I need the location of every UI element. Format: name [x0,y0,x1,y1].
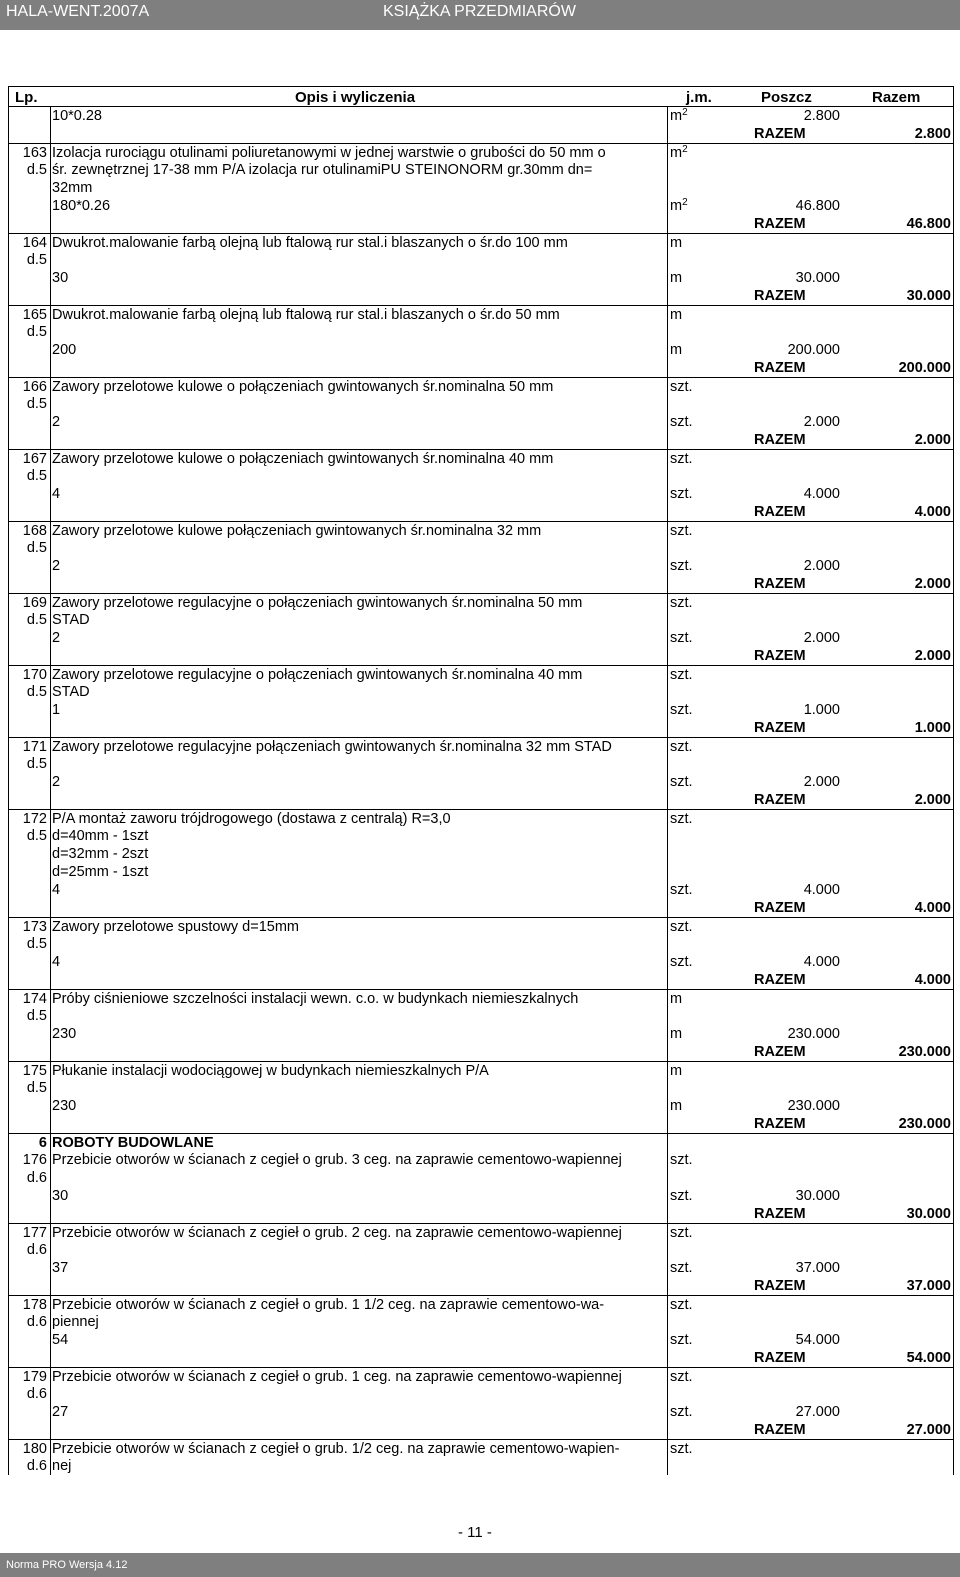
unit: szt. [670,595,693,611]
total-label: RAZEM [754,504,806,520]
calculation-text: 30 [52,270,69,286]
item-description-line [9,809,953,827]
document-footer [0,1553,960,1577]
total-value: 30.000 [906,288,951,304]
item-description-line [9,863,953,881]
calculation-text: 2 [52,774,61,790]
calculation-text: 230 [52,1098,77,1114]
total-label: RAZEM [754,1206,806,1222]
total-row [9,1205,953,1223]
total-label: RAZEM [754,576,806,592]
item-description: Przebicie otworów w ścianach z cegieł o grub. 1 1/2 ceg. na zaprawie cementowo-wa- [52,1297,605,1313]
total-label: RAZEM [754,1278,806,1294]
total-label: RAZEM [754,648,806,664]
calculation-text: 1 [52,702,61,718]
item-description-line [9,683,953,701]
unit: szt. [670,882,693,898]
calculation-row [9,773,953,791]
total-label: RAZEM [754,126,806,142]
partial-value: 27.000 [795,1404,840,1420]
unit: m [670,1063,683,1079]
item-description: Zawory przelotowe spustowy d=15mm [52,919,300,935]
item-code: d.5 [26,396,47,412]
item-number: 164 [22,235,47,251]
unit: szt. [670,1225,693,1241]
total-value: 200.000 [898,360,951,376]
total-value: 2.000 [914,648,951,664]
calculation-row [9,701,953,719]
unit: szt. [670,414,693,430]
calculation-row [9,1025,953,1043]
item-number: 172 [22,811,47,827]
item-description-line [9,161,953,179]
item-description-line [9,521,953,539]
item-number: 170 [22,667,47,683]
calculation-row [9,1097,953,1115]
item-description: Płukanie instalacji wodociągowej w budynkach niemieszkalnych P/A [52,1063,489,1079]
item-description-line [9,593,953,611]
item-description-line [9,1457,953,1475]
item-description: piennej [52,1314,99,1330]
total-value: 4.000 [914,972,951,988]
item-code: d.5 [26,936,47,952]
item-description: Dwukrot.malowanie farbą olejną lub ftalową rur stal.i blaszanych o śr.do 100 mm [52,235,568,251]
document-header [0,0,960,30]
total-row [9,1043,953,1061]
partial-value: 230.000 [787,1026,840,1042]
item-code-line [9,1385,953,1403]
item-code-line [9,755,953,773]
partial-value: 4.000 [803,486,840,502]
column-poszcz: Poszcz [761,89,812,106]
total-value: 2.000 [914,792,951,808]
calculation-row [9,1403,953,1421]
item-code: d.5 [26,1008,47,1024]
calculation-row [9,107,953,125]
item-description-line [9,665,953,683]
total-row [9,1421,953,1439]
calculation-row [9,413,953,431]
item-description: Przebicie otworów w ścianach z cegieł o grub. 2 ceg. na zaprawie cementowo-wapiennej [52,1225,622,1241]
total-row [9,791,953,809]
calculation-row [9,341,953,359]
item-code-line [9,935,953,953]
calculation-text: 27 [52,1404,69,1420]
total-row [9,287,953,305]
partial-value: 30.000 [795,1188,840,1204]
partial-value: 54.000 [795,1332,840,1348]
partial-value: 2.000 [803,558,840,574]
total-value: 37.000 [906,1278,951,1294]
unit: m [670,270,683,286]
item-description: Dwukrot.malowanie farbą olejną lub ftalową rur stal.i blaszanych o śr.do 50 mm [52,307,560,323]
item-code: d.6 [26,1170,47,1186]
software-version: Norma PRO Wersja 4.12 [6,1559,128,1571]
calculation-text: 4 [52,882,61,898]
section-title: ROBOTY BUDOWLANE [52,1135,214,1151]
total-value: 4.000 [914,504,951,520]
calculation-row [9,1187,953,1205]
table-body [8,107,954,1475]
unit: szt. [670,630,693,646]
item-description-line [9,1367,953,1385]
item-description-line [9,989,953,1007]
total-value: 46.800 [906,216,951,232]
item-description-line [9,917,953,935]
calculation-text: 2 [52,630,61,646]
item-code: d.5 [26,540,47,556]
item-description: Zawory przelotowe kulowe połączeniach gwintowanych śr.nominalna 32 mm [52,523,542,539]
unit: m [670,235,683,251]
item-code: d.6 [26,1458,47,1474]
item-description-line [9,845,953,863]
calculation-text: 2 [52,558,61,574]
total-label: RAZEM [754,288,806,304]
unit: $m^2$ [670,144,688,161]
item-number: 173 [22,919,47,935]
item-description-line [9,1439,953,1457]
item-code: d.6 [26,1242,47,1258]
calculation-text: 4 [52,486,61,502]
item-number: 175 [22,1063,47,1079]
page-number: - 11 - [458,1524,492,1541]
total-row [9,125,953,143]
calculation-row [9,953,953,971]
item-description-line [9,449,953,467]
total-row [9,431,953,449]
unit: szt. [670,523,693,539]
partial-value: 30.000 [795,270,840,286]
column-jm: j.m. [686,89,712,106]
item-description: Izolacja rurociągu otulinami poliuretanowymi w jednej warstwie o grubości do 50 mm o [52,145,606,161]
item-description: STAD [52,612,90,628]
item-description-line [9,1151,953,1169]
item-code: d.5 [26,324,47,340]
unit: szt. [670,1152,693,1168]
item-description: Zawory przelotowe regulacyjne o połączeniach gwintowanych śr.nominalna 40 mm [52,667,583,683]
unit: szt. [670,702,693,718]
item-number: 174 [22,991,47,1007]
calculation-row [9,485,953,503]
item-description-line [9,305,953,323]
calculation-text: 30 [52,1188,69,1204]
item-description: Przebicie otworów w ścianach z cegieł o grub. 1 ceg. na zaprawie cementowo-wapiennej [52,1369,622,1385]
item-code-line [9,1241,953,1259]
table-header [8,86,954,107]
partial-value: 2.800 [803,108,840,124]
item-code-line [9,1079,953,1097]
calculation-row [9,629,953,647]
unit: m [670,991,683,1007]
section-row [9,1133,953,1151]
item-description: Zawory przelotowe regulacyjne o połączeniach gwintowanych śr.nominalna 50 mm [52,595,583,611]
item-code-line [9,251,953,269]
item-description: Zawory przelotowe kulowe o połączeniach gwintowanych śr.nominalna 50 mm [52,379,554,395]
item-description-line [9,179,953,197]
calculation-text: 37 [52,1260,69,1276]
item-description-line [9,233,953,251]
unit: m [670,1026,683,1042]
total-label: RAZEM [754,720,806,736]
partial-value: 4.000 [803,954,840,970]
column-lp: Lp. [15,89,38,106]
item-code: d.5 [26,612,47,628]
project-name: HALA-WENT.2007A [6,3,150,20]
section-number: 6 [38,1135,47,1151]
item-code: d.5 [26,468,47,484]
unit: szt. [670,919,693,935]
calculation-row [9,1259,953,1277]
item-code: d.6 [26,1314,47,1330]
unit: m [670,1098,683,1114]
item-description-line [9,611,953,629]
calculation-text: 4 [52,954,61,970]
unit: szt. [670,1188,693,1204]
item-description-line [9,1313,953,1331]
total-row [9,575,953,593]
item-number: 177 [22,1225,47,1241]
item-description-line [9,737,953,755]
calculation-row [9,269,953,287]
item-description: d=25mm - 1szt [52,864,149,880]
item-number: 168 [22,523,47,539]
partial-value: 2.000 [803,414,840,430]
unit: m [670,307,683,323]
item-description: STAD [52,684,90,700]
item-description: Zawory przelotowe regulacyjne połączeniach gwintowanych śr.nominalna 32 mm STAD [52,739,612,755]
item-code: d.5 [26,756,47,772]
unit: szt. [670,774,693,790]
item-code: d.5 [26,684,47,700]
total-value: 54.000 [906,1350,951,1366]
calculation-text: 2 [52,414,61,430]
calculation-text: 54 [52,1332,69,1348]
item-description: nej [52,1458,72,1474]
unit: szt. [670,1369,693,1385]
column-razem: Razem [872,89,921,106]
item-description-line [9,827,953,845]
unit: m [670,342,683,358]
item-code: d.5 [26,252,47,268]
total-value: 27.000 [906,1422,951,1438]
total-row [9,359,953,377]
total-label: RAZEM [754,792,806,808]
item-code: d.5 [26,1080,47,1096]
total-label: RAZEM [754,216,806,232]
total-row [9,215,953,233]
total-row [9,1277,953,1295]
total-label: RAZEM [754,900,806,916]
item-code-line [9,323,953,341]
unit: szt. [670,811,693,827]
unit: $m^2$ [670,107,688,124]
unit: szt. [670,1260,693,1276]
item-code-line [9,1169,953,1187]
total-row [9,1349,953,1367]
item-number: 167 [22,451,47,467]
total-row [9,647,953,665]
unit: szt. [670,558,693,574]
total-value: 230.000 [898,1044,951,1060]
unit: szt. [670,1332,693,1348]
partial-value: 4.000 [803,882,840,898]
unit: szt. [670,954,693,970]
total-value: 2.800 [914,126,951,142]
unit: szt. [670,739,693,755]
item-description: d=32mm - 2szt [52,846,149,862]
calculation-text: 200 [52,342,77,358]
total-label: RAZEM [754,360,806,376]
calculation-row [9,557,953,575]
total-label: RAZEM [754,972,806,988]
calculation-row [9,1331,953,1349]
calculation-text: 180*0.26 [52,198,111,214]
unit: szt. [670,1404,693,1420]
item-description-line [9,377,953,395]
item-description: 32mm [52,180,93,196]
total-row [9,503,953,521]
item-description-line [9,1295,953,1313]
item-description-line [9,1061,953,1079]
item-description-line [9,143,953,161]
total-row [9,719,953,737]
item-number: 166 [22,379,47,395]
item-code: d.5 [26,162,47,178]
item-code: d.6 [26,1386,47,1402]
unit: szt. [670,667,693,683]
item-code-line [9,539,953,557]
item-description-line [9,1223,953,1241]
total-row [9,899,953,917]
item-number: 176 [22,1152,47,1168]
unit: $m^2$ [670,197,688,214]
partial-value: 2.000 [803,774,840,790]
total-label: RAZEM [754,1044,806,1060]
unit: szt. [670,1441,693,1457]
item-code-line [9,467,953,485]
item-description: śr. zewnętrznej 17-38 mm P/A izolacja rur otulinamiPU STEINONORM gr.30mm dn= [52,162,593,178]
total-value: 1.000 [914,720,951,736]
item-number: 180 [22,1441,47,1457]
total-label: RAZEM [754,1116,806,1132]
partial-value: 46.800 [795,198,840,214]
unit: szt. [670,1297,693,1313]
unit: szt. [670,451,693,467]
item-number: 179 [22,1369,47,1385]
total-value: 30.000 [906,1206,951,1222]
total-value: 2.000 [914,432,951,448]
unit: szt. [670,379,693,395]
item-number: 169 [22,595,47,611]
item-description: d=40mm - 1szt [52,828,149,844]
item-number: 178 [22,1297,47,1313]
partial-value: 200.000 [787,342,840,358]
calculation-row [9,881,953,899]
total-label: RAZEM [754,1422,806,1438]
item-number: 165 [22,307,47,323]
document-title: KSIĄŻKA PRZEDMIARÓW [383,3,576,20]
calculation-row [9,197,953,215]
unit: szt. [670,486,693,502]
column-opis: Opis i wyliczenia [295,89,416,106]
total-value: 4.000 [914,900,951,916]
total-value: 2.000 [914,576,951,592]
item-number: 171 [22,739,47,755]
partial-value: 37.000 [795,1260,840,1276]
calculation-text: 10*0.28 [52,108,102,124]
total-row [9,971,953,989]
item-number: 163 [22,145,47,161]
item-description: P/A montaż zaworu trójdrogowego (dostawa z centralą) R=3,0 [52,811,451,827]
total-label: RAZEM [754,1350,806,1366]
total-label: RAZEM [754,432,806,448]
item-description: Próby ciśnieniowe szczelności instalacji wewn. c.o. w budynkach niemieszkalnych [52,991,579,1007]
item-code-line [9,395,953,413]
total-row [9,1115,953,1133]
item-code: d.5 [26,828,47,844]
calculation-text: 230 [52,1026,77,1042]
item-description: Przebicie otworów w ścianach z cegieł o grub. 3 ceg. na zaprawie cementowo-wapiennej [52,1152,622,1168]
partial-value: 230.000 [787,1098,840,1114]
item-code-line [9,1007,953,1025]
partial-value: 2.000 [803,630,840,646]
total-value: 230.000 [898,1116,951,1132]
item-description: Zawory przelotowe kulowe o połączeniach gwintowanych śr.nominalna 40 mm [52,451,554,467]
item-description: Przebicie otworów w ścianach z cegieł o grub. 1/2 ceg. na zaprawie cementowo-wapien- [52,1441,620,1457]
partial-value: 1.000 [803,702,840,718]
